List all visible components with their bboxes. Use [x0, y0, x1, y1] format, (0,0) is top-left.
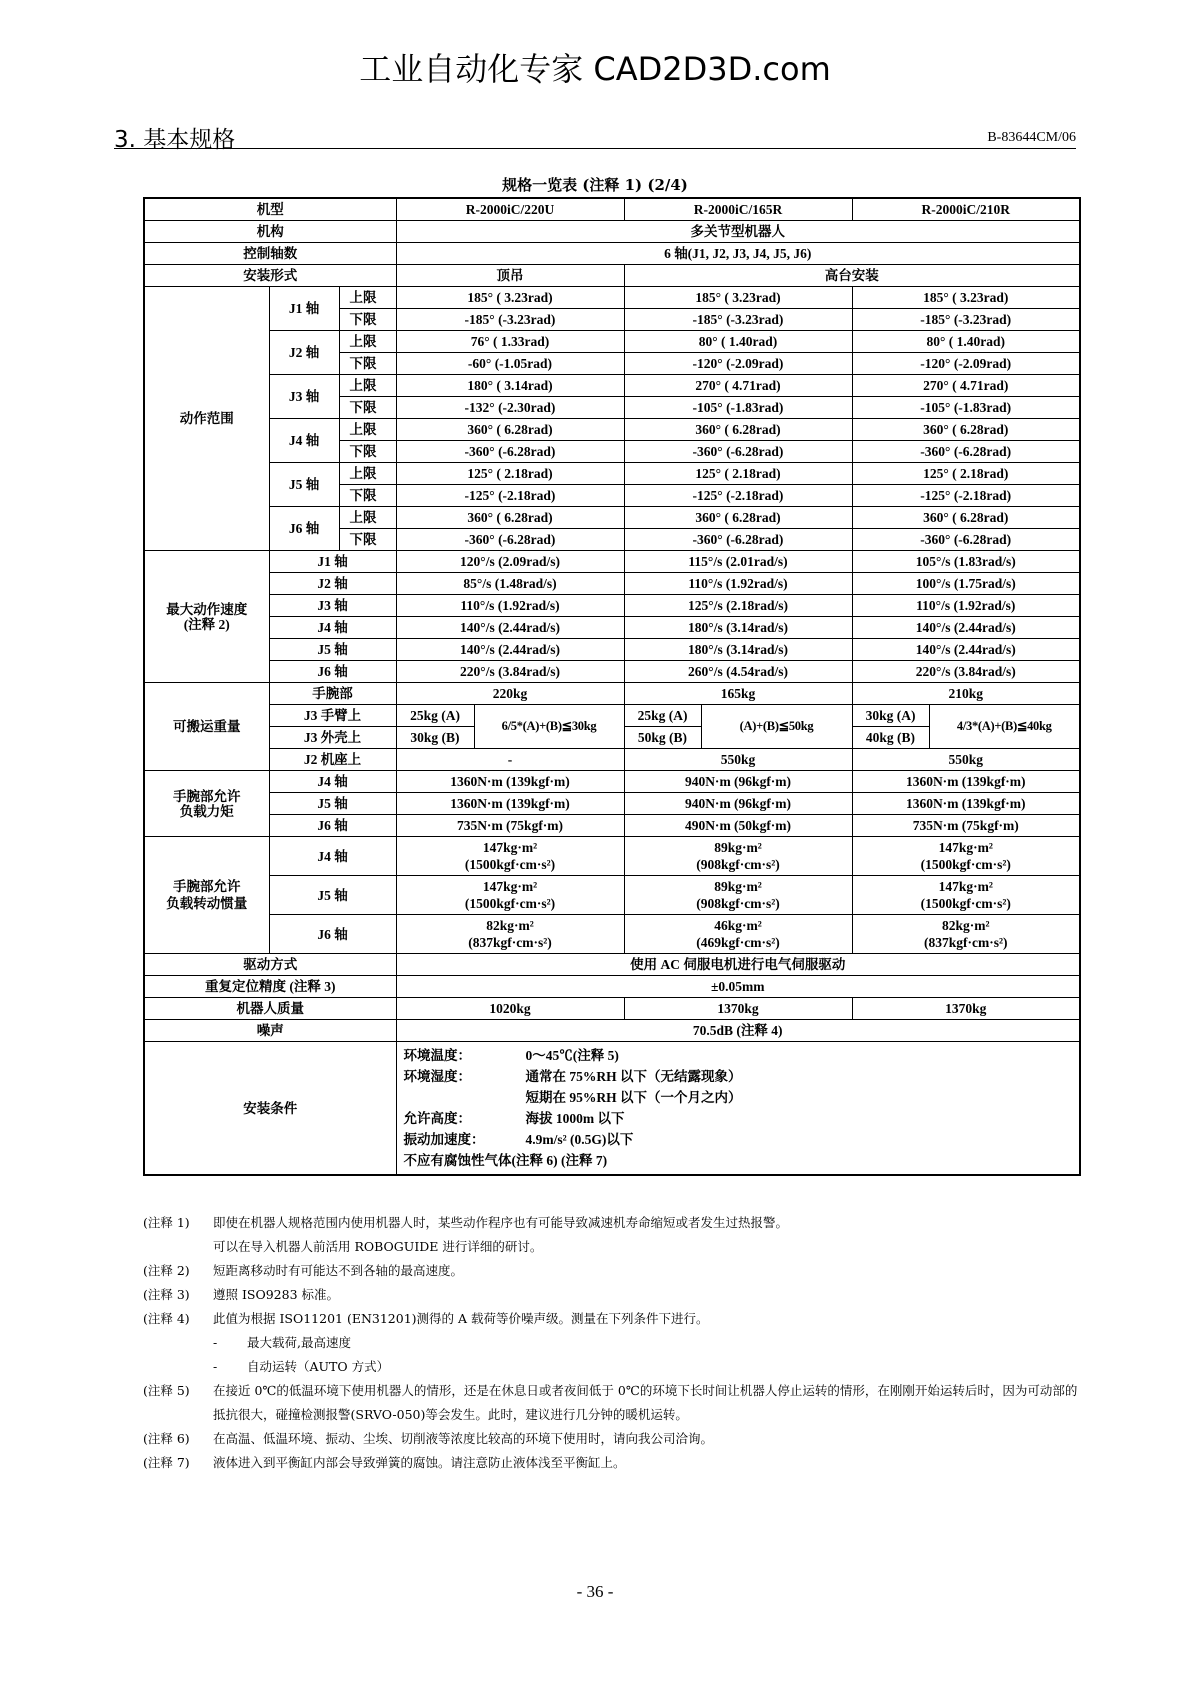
table-row [144, 876, 1080, 915]
table-row [144, 1042, 1080, 1176]
table-cell: 270° ( 4.71rad) [624, 375, 852, 397]
table-cell: 490N·m (50kgf·m) [624, 815, 852, 837]
site-title: 工业自动化专家 CAD2D3D.com [359, 50, 831, 88]
table-row [144, 683, 1080, 705]
spec-table-body [144, 198, 1080, 1175]
table-row [144, 705, 1080, 727]
table-cell: 70.5dB (注释 4) [396, 1020, 1080, 1042]
table-cell: 220°/s (3.84rad/s) [396, 661, 624, 683]
inertia-cgs: (908kgf·cm·s²) [696, 896, 780, 911]
section-title: 3. 基本规格 [114, 127, 236, 153]
group-label: 可搬运重量 [144, 683, 269, 771]
note-4-item-2: - 自动运转（AUTO 方式） [213, 1359, 390, 1374]
inertia-cell [852, 837, 1080, 876]
table-cell: 140°/s (2.44rad/s) [852, 639, 1080, 661]
header-rule [114, 148, 1076, 149]
spec-table [143, 197, 1081, 1176]
limit-label: 上限 [339, 463, 396, 485]
note-4-item-1: - 最大载荷,最高速度 [213, 1335, 351, 1350]
inertia-cgs: (1500kgf·cm·s²) [464, 857, 556, 872]
table-cell: -185° (-3.23rad) [396, 309, 624, 331]
table-cell: 185° ( 3.23rad) [852, 287, 1080, 309]
table-cell: 6/5*(A)+(B)≦30kg [474, 705, 624, 749]
axis-label: J4 轴 [269, 837, 396, 876]
axis-label: J6 轴 [269, 815, 396, 837]
table-cell: 25kg (A) [396, 705, 474, 727]
table-cell: 140°/s (2.44rad/s) [396, 617, 624, 639]
table-row [144, 771, 1080, 793]
table-cell: -125° (-2.18rad) [396, 485, 624, 507]
table-cell: 多关节型机器人 [396, 221, 1080, 243]
table-row [144, 793, 1080, 815]
limit-label: 上限 [339, 331, 396, 353]
table-cell: 85°/s (1.48rad/s) [396, 573, 624, 595]
table-cell: 25kg (A) [624, 705, 701, 727]
table-row [144, 998, 1080, 1020]
inertia-cell [624, 915, 852, 954]
table-cell: 1360N·m (139kgf·m) [852, 771, 1080, 793]
inertia-cell [624, 837, 852, 876]
table-cell: 30kg (A) [852, 705, 929, 727]
install-conditions [396, 1042, 1080, 1176]
table-row [144, 661, 1080, 683]
table-row [144, 331, 1080, 353]
speed-note: (注释 2) [183, 616, 230, 632]
moment-label-1: 手腕部允许 [173, 788, 241, 804]
table-cell: 125° ( 2.18rad) [396, 463, 624, 485]
row-label: 机器人质量 [144, 998, 396, 1020]
table-cell: 210kg [852, 683, 1080, 705]
table-row [144, 243, 1080, 265]
table-cell: - [396, 749, 624, 771]
env-vibration: 振动加速度： 4.9m/s² (0.5G)以下 [403, 1132, 634, 1147]
doc-number: B-83644CM/06 [987, 130, 1076, 145]
row-label: 安装条件 [144, 1042, 396, 1176]
table-cell: ±0.05mm [396, 976, 1080, 998]
table-cell: -125° (-2.18rad) [624, 485, 852, 507]
inertia-label-1: 手腕部允许 [173, 879, 241, 894]
inertia-si: 147kg·m² [938, 879, 993, 894]
axis-label: J2 机座上 [269, 749, 396, 771]
axis-label: J3 轴 [269, 375, 339, 419]
table-row [144, 617, 1080, 639]
inertia-si: 147kg·m² [482, 840, 538, 855]
limit-label: 下限 [339, 441, 396, 463]
table-row [144, 915, 1080, 954]
table-cell: 940N·m (96kgf·m) [624, 793, 852, 815]
limit-label: 下限 [339, 397, 396, 419]
table-cell: 1360N·m (139kgf·m) [396, 793, 624, 815]
table-cell: 1370kg [624, 998, 852, 1020]
inertia-cgs: (837kgf·cm·s²) [923, 935, 1008, 950]
table-cell: 260°/s (4.54rad/s) [624, 661, 852, 683]
table-cell: 110°/s (1.92rad/s) [396, 595, 624, 617]
table-cell: 550kg [624, 749, 852, 771]
table-cell: 使用 AC 伺服电机进行电气伺服驱动 [396, 954, 1080, 976]
table-row [144, 837, 1080, 876]
table-cell: 360° ( 6.28rad) [624, 419, 852, 441]
table-row [144, 595, 1080, 617]
table-cell: -105° (-1.83rad) [624, 397, 852, 419]
table-row [144, 287, 1080, 309]
table-cell: (A)+(B)≦50kg [701, 705, 852, 749]
inertia-cgs: (1500kgf·cm·s²) [920, 896, 1011, 911]
row-label: 重复定位精度 (注释 3) [144, 976, 396, 998]
axis-label: 手腕部 [269, 683, 396, 705]
group-label [144, 837, 269, 954]
axis-label: J5 轴 [269, 639, 396, 661]
table-cell: -185° (-3.23rad) [852, 309, 1080, 331]
inertia-cgs: (908kgf·cm·s²) [696, 857, 780, 872]
table-cell: 185° ( 3.23rad) [396, 287, 624, 309]
inertia-si: 82kg·m² [941, 918, 990, 933]
axis-label: J5 轴 [269, 793, 396, 815]
table-row [144, 815, 1080, 837]
table-row [144, 1020, 1080, 1042]
table-cell: 30kg (B) [396, 727, 474, 749]
env-temperature: 环境温度： 0～45℃(注释 5) [403, 1048, 619, 1063]
env-altitude: 允许高度： 海拔 1000m 以下 [403, 1111, 625, 1126]
inertia-cell [396, 876, 624, 915]
table-row [144, 639, 1080, 661]
table-row [144, 954, 1080, 976]
table-cell: 140°/s (2.44rad/s) [396, 639, 624, 661]
model-name: R-2000iC/210R [852, 198, 1080, 221]
table-cell: -120° (-2.09rad) [852, 353, 1080, 375]
table-cell: 220°/s (3.84rad/s) [852, 661, 1080, 683]
axis-label: J2 轴 [269, 331, 339, 375]
table-cell: -360° (-6.28rad) [624, 441, 852, 463]
table-cell: 550kg [852, 749, 1080, 771]
table-cell: 180°/s (3.14rad/s) [624, 617, 852, 639]
table-cell: 4/3*(A)+(B)≦40kg [929, 705, 1080, 749]
axis-label: J4 轴 [269, 771, 396, 793]
env-humidity: 环境湿度： 通常在 75%RH 以下（无结露现象） [403, 1069, 742, 1084]
table-row [144, 198, 1080, 221]
note-1: (注释 1) 即使在机器人规格范围内使用机器人时，某些动作程序也有可能导致减速机寿命缩短或者发生过热报警。 [143, 1215, 789, 1230]
table-cell: 125° ( 2.18rad) [852, 463, 1080, 485]
inertia-cgs: (469kgf·cm·s²) [696, 935, 780, 950]
model-name: R-2000iC/165R [624, 198, 852, 221]
inertia-cgs: (1500kgf·cm·s²) [464, 896, 556, 911]
table-cell: 180° ( 3.14rad) [396, 375, 624, 397]
table-cell: 140°/s (2.44rad/s) [852, 617, 1080, 639]
row-label: 控制轴数 [144, 243, 396, 265]
table-row [144, 375, 1080, 397]
inertia-cell [396, 837, 624, 876]
table-cell: 50kg (B) [624, 727, 701, 749]
limit-label: 下限 [339, 309, 396, 331]
inertia-si: 89kg·m² [714, 879, 762, 894]
table-cell: 165kg [624, 683, 852, 705]
speed-label: 最大动作速度 [166, 601, 248, 617]
axis-label: J6 轴 [269, 915, 396, 954]
env-gas: 不应有腐蚀性气体(注释 6) (注释 7) [403, 1153, 608, 1168]
table-cell: 125°/s (2.18rad/s) [624, 595, 852, 617]
limit-label: 上限 [339, 375, 396, 397]
note-1-continued: 可以在导入机器人前活用 ROBOGUIDE 进行详细的研讨。 [213, 1239, 543, 1254]
row-label: 驱动方式 [144, 954, 396, 976]
axis-label: J6 轴 [269, 661, 396, 683]
table-cell: 1360N·m (139kgf·m) [396, 771, 624, 793]
limit-label: 上限 [339, 419, 396, 441]
table-caption: 规格一览表 (注释 1) (2/4) [502, 176, 688, 194]
axis-label: J2 轴 [269, 573, 396, 595]
table-cell: 360° ( 6.28rad) [396, 419, 624, 441]
axis-label: J3 轴 [269, 595, 396, 617]
limit-label: 上限 [339, 287, 396, 309]
table-cell: 80° ( 1.40rad) [852, 331, 1080, 353]
row-label: 安装形式 [144, 265, 396, 287]
table-cell: 180°/s (3.14rad/s) [624, 639, 852, 661]
note-3: (注释 3) 遵照 ISO9283 标准。 [143, 1287, 340, 1302]
moment-label-2: 负载力矩 [179, 803, 234, 819]
limit-label: 下限 [339, 529, 396, 551]
table-cell: 顶吊 [396, 265, 624, 287]
table-cell: 100°/s (1.75rad/s) [852, 573, 1080, 595]
table-cell: 270° ( 4.71rad) [852, 375, 1080, 397]
table-cell: -125° (-2.18rad) [852, 485, 1080, 507]
table-cell: 1370kg [852, 998, 1080, 1020]
inertia-cgs: (837kgf·cm·s²) [468, 935, 552, 950]
table-cell: 220kg [396, 683, 624, 705]
page-number: - 36 - [576, 1582, 614, 1601]
group-label [144, 771, 269, 837]
table-cell: -120° (-2.09rad) [624, 353, 852, 375]
axis-label: J5 轴 [269, 876, 396, 915]
env-humidity-short: 短期在 95%RH 以下（一个月之内） [525, 1090, 742, 1105]
table-cell: 40kg (B) [852, 727, 929, 749]
table-row [144, 221, 1080, 243]
table-cell: 6 轴(J1, J2, J3, J4, J5, J6) [396, 243, 1080, 265]
row-label: 机构 [144, 221, 396, 243]
inertia-cgs: (1500kgf·cm·s²) [920, 857, 1011, 872]
table-row [144, 507, 1080, 529]
axis-label: J6 轴 [269, 507, 339, 551]
table-cell: -132° (-2.30rad) [396, 397, 624, 419]
table-cell: 360° ( 6.28rad) [852, 419, 1080, 441]
table-cell: -105° (-1.83rad) [852, 397, 1080, 419]
table-row [144, 749, 1080, 771]
table-row [144, 551, 1080, 573]
table-cell: 360° ( 6.28rad) [396, 507, 624, 529]
axis-label: J4 轴 [269, 419, 339, 463]
axis-label: J3 外壳上 [269, 727, 396, 749]
table-cell: 125° ( 2.18rad) [624, 463, 852, 485]
table-cell: -60° (-1.05rad) [396, 353, 624, 375]
inertia-si: 89kg·m² [714, 840, 762, 855]
group-label [144, 551, 269, 683]
table-cell: -360° (-6.28rad) [396, 529, 624, 551]
table-cell: 940N·m (96kgf·m) [624, 771, 852, 793]
table-cell: 735N·m (75kgf·m) [396, 815, 624, 837]
note-2: (注释 2) 短距离移动时有可能达不到各轴的最高速度。 [143, 1263, 464, 1278]
table-cell: 高台安装 [624, 265, 1080, 287]
axis-label: J5 轴 [269, 463, 339, 507]
limit-label: 下限 [339, 353, 396, 375]
table-row [144, 463, 1080, 485]
table-row [144, 265, 1080, 287]
inertia-label-2: 负载转动惯量 [166, 896, 248, 911]
table-cell: 1020kg [396, 998, 624, 1020]
table-cell: 80° ( 1.40rad) [624, 331, 852, 353]
inertia-cell [852, 915, 1080, 954]
note-7: (注释 7) 液体进入到平衡缸内部会导致弹簧的腐蚀。请注意防止液体浅至平衡缸上。 [143, 1455, 626, 1470]
header-model: 机型 [144, 198, 396, 221]
limit-label: 下限 [339, 485, 396, 507]
table-cell: 1360N·m (139kgf·m) [852, 793, 1080, 815]
inertia-si: 147kg·m² [482, 879, 538, 894]
inertia-si: 147kg·m² [938, 840, 993, 855]
table-row [144, 419, 1080, 441]
inertia-cell [624, 876, 852, 915]
inertia-cell [396, 915, 624, 954]
axis-label: J3 手臂上 [269, 705, 396, 727]
note-4: (注释 4) 此值为根据 ISO11201 (EN31201)测得的 A 载荷等价噪声级。测量在下列条件下进行。 [143, 1311, 709, 1326]
inertia-cell [852, 876, 1080, 915]
group-label: 动作范围 [144, 287, 269, 551]
inertia-si: 46kg·m² [714, 918, 762, 933]
model-name: R-2000iC/220U [396, 198, 624, 221]
inertia-si: 82kg·m² [486, 918, 534, 933]
table-cell: 105°/s (1.83rad/s) [852, 551, 1080, 573]
table-cell: 185° ( 3.23rad) [624, 287, 852, 309]
table-cell: -360° (-6.28rad) [624, 529, 852, 551]
table-cell: 360° ( 6.28rad) [624, 507, 852, 529]
axis-label: J1 轴 [269, 287, 339, 331]
table-row [144, 976, 1080, 998]
note-5: (注释 5) 在接近 0℃的低温环境下使用机器人的情形，还是在休息日或者夜间低于 0℃的环境下长时间让机器人停止运转的情形，在刚刚开始运转后时，因为可动部的抵抗很大，碰撞检测报警(SRVO-050)等会发生。此时，建议进行几分钟的暖机运转。 [143, 1383, 1078, 1422]
table-cell: 76° ( 1.33rad) [396, 331, 624, 353]
table-cell: 110°/s (1.92rad/s) [624, 573, 852, 595]
table-cell: 120°/s (2.09rad/s) [396, 551, 624, 573]
axis-label: J1 轴 [269, 551, 396, 573]
table-cell: 110°/s (1.92rad/s) [852, 595, 1080, 617]
table-row [144, 573, 1080, 595]
table-cell: 115°/s (2.01rad/s) [624, 551, 852, 573]
table-cell: 735N·m (75kgf·m) [852, 815, 1080, 837]
table-cell: -185° (-3.23rad) [624, 309, 852, 331]
notes [143, 1211, 1083, 1475]
limit-label: 上限 [339, 507, 396, 529]
note-6: (注释 6) 在高温、低温环境、振动、尘埃、切削液等浓度比较高的环境下使用时，请向我公司洽询。 [143, 1431, 714, 1446]
table-cell: 360° ( 6.28rad) [852, 507, 1080, 529]
table-cell: -360° (-6.28rad) [852, 529, 1080, 551]
table-cell: -360° (-6.28rad) [396, 441, 624, 463]
axis-label: J4 轴 [269, 617, 396, 639]
table-cell: -360° (-6.28rad) [852, 441, 1080, 463]
row-label: 噪声 [144, 1020, 396, 1042]
